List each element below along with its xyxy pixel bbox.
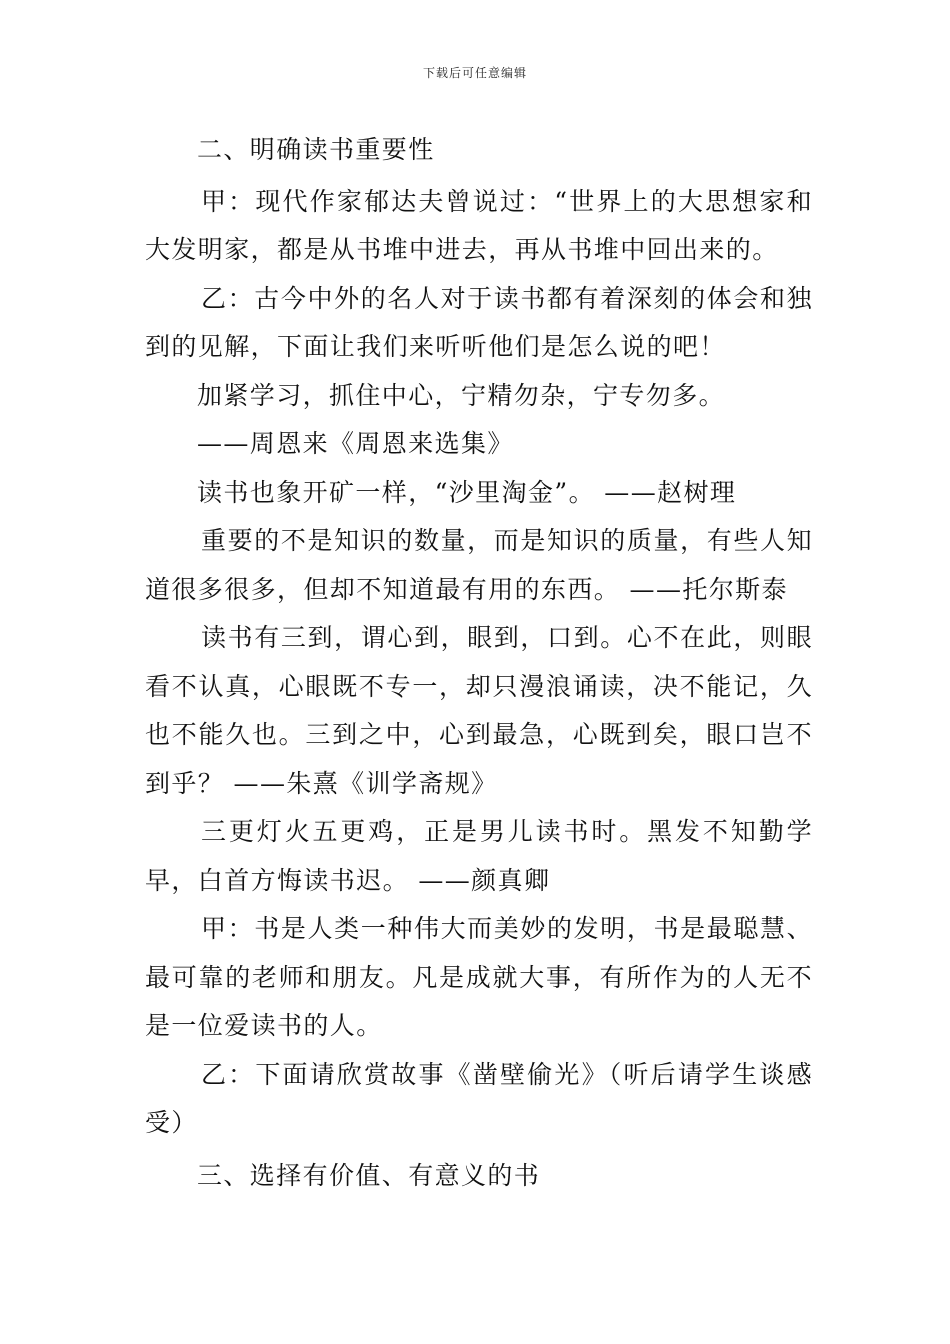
- section-heading-2: 二、明确读书重要性: [197, 135, 435, 164]
- quote-zhou-enlai: 加紧学习，抓住中心，宁精勿杂，宁专勿多。: [197, 380, 726, 410]
- page-header: 下载后可任意编辑: [422, 66, 527, 80]
- quote-zhao-shuli: 读书也象开矿一样，“沙里淘金”。 ——赵树理: [197, 477, 737, 507]
- paragraph-jia-1: 甲：现代作家郁达夫曾说过：“世界上的大思想家和大发明家，都是从书堆中进去，再从书堆中回出来的。: [145, 186, 813, 264]
- quote-zhou-enlai-source: ——周恩来《周恩来选集》: [197, 429, 514, 458]
- quote-yan-zhenqing: 三更灯火五更鸡，正是男儿读书时。黑发不知勤学早，白首方悔读书迟。 ——颜真卿: [145, 817, 813, 895]
- paragraph-yi-2: 乙：下面请欣赏故事《凿壁偷光》（听后请学生谈感受）: [145, 1059, 813, 1137]
- paragraph-yi-1: 乙：古今中外的名人对于读书都有着深刻的体会和独到的见解，下面让我们来听听他们是怎么说的吧！: [145, 283, 813, 361]
- section-heading-3: 三、选择有价值、有意义的书: [197, 1160, 541, 1190]
- paragraph-jia-2: 甲：书是人类一种伟大而美妙的发明，书是最聪慧、最可靠的老师和朋友。凡是成就大事，有所作为的人无不是一位爱读书的人。: [145, 914, 813, 1040]
- quote-zhu-xi: 读书有三到，谓心到，眼到，口到。心不在此，则眼看不认真，心眼既不专一，却只漫浪诵读，决不能记，久也不能久也。三到之中，心到最急，心既到矣，眼口岂不到乎？ ——朱熹《训学斋规》: [145, 623, 813, 798]
- document-body: [145, 126, 813, 1200]
- quote-tolstoy: 重要的不是知识的数量，而是知识的质量，有些人知道很多很多，但却不知道最有用的东西。 ——托尔斯泰: [145, 526, 813, 604]
